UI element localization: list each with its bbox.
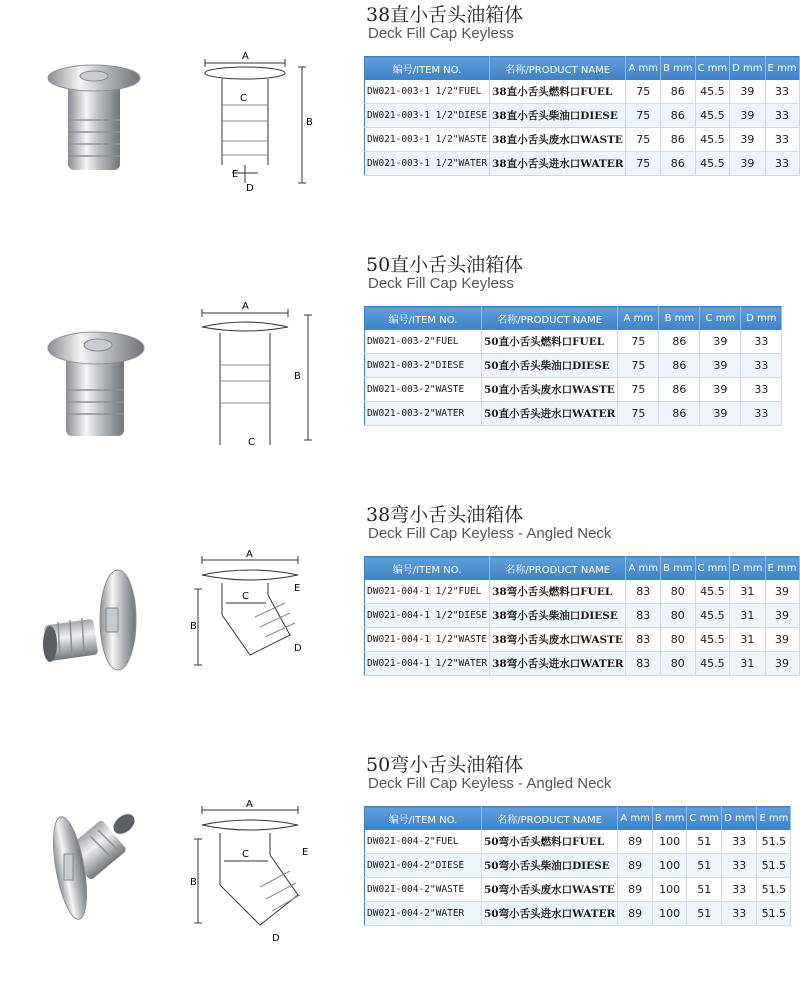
dim-label: A — [246, 799, 253, 810]
dim-a: 83 — [626, 652, 661, 676]
item-no: DW021-003-1 1/2"WATER — [365, 152, 490, 176]
table-row — [365, 604, 800, 628]
col-header: C mm — [695, 557, 730, 581]
section-title-en: Deck Fill Cap Keyless - Angled Neck — [368, 775, 612, 792]
table-row — [365, 652, 800, 676]
col-header: A mm — [618, 807, 653, 831]
dim-a: 75 — [626, 128, 661, 152]
dim-e: 33 — [765, 152, 799, 176]
dim-a: 89 — [618, 830, 653, 854]
dim-b: 86 — [660, 128, 695, 152]
item-no: DW021-004-1 1/2"DIESE — [365, 604, 490, 628]
dim-d: 33 — [741, 402, 782, 426]
dim-a: 89 — [618, 854, 653, 878]
col-header: 编号/ITEM NO. — [365, 807, 482, 831]
dim-label: C — [242, 591, 249, 602]
product-name: 38弯小舌头燃料口FUEL — [490, 580, 626, 604]
table-row — [365, 104, 800, 128]
product-name: 50直小舌头柴油口DIESE — [482, 354, 618, 378]
product-name: 50弯小舌头燃料口FUEL — [482, 830, 618, 854]
dim-label: B — [306, 117, 313, 128]
table-row — [365, 902, 791, 926]
dim-e: 33 — [765, 104, 799, 128]
section-title-en: Deck Fill Cap Keyless - Angled Neck — [368, 525, 612, 542]
dim-c: 39 — [700, 378, 741, 402]
col-header: A mm — [618, 307, 659, 331]
dim-a: 75 — [618, 402, 659, 426]
product-name: 50直小舌头废水口WASTE — [482, 378, 618, 402]
dim-b: 86 — [660, 80, 695, 104]
product-name: 38弯小舌头柴油口DIESE — [490, 604, 626, 628]
product-name: 38直小舌头进水口WATER — [490, 152, 626, 176]
dim-c: 39 — [700, 330, 741, 354]
item-no: DW021-003-1 1/2"DIESE — [365, 104, 490, 128]
dim-a: 75 — [626, 104, 661, 128]
dim-d: 33 — [722, 878, 757, 902]
dim-e: 33 — [765, 80, 799, 104]
dim-e: 51.5 — [757, 854, 791, 878]
dim-c: 39 — [700, 354, 741, 378]
table-row — [365, 580, 800, 604]
dim-label: A — [242, 301, 249, 312]
technical-drawing — [190, 295, 330, 445]
table-row — [365, 354, 782, 378]
product-photo — [38, 290, 158, 450]
table-row — [365, 80, 800, 104]
dim-label: C — [240, 93, 247, 104]
dim-e: 51.5 — [757, 830, 791, 854]
dim-c: 51 — [687, 854, 722, 878]
product-photo — [38, 790, 158, 950]
dim-label: B — [190, 621, 197, 632]
dim-e: 39 — [765, 580, 799, 604]
dim-b: 80 — [660, 628, 695, 652]
col-header: B mm — [660, 57, 695, 81]
dim-d: 33 — [722, 854, 757, 878]
dim-b: 80 — [660, 652, 695, 676]
product-photo — [38, 540, 158, 700]
dim-c: 45.5 — [695, 628, 730, 652]
dim-label: E — [294, 583, 301, 594]
dim-a: 83 — [626, 604, 661, 628]
dim-d: 39 — [730, 152, 765, 176]
item-no: DW021-003-1 1/2"WASTE — [365, 128, 490, 152]
table-row — [365, 402, 782, 426]
col-header: B mm — [659, 307, 700, 331]
col-header: 名称/PRODUCT NAME — [482, 807, 618, 831]
dim-d: 31 — [730, 628, 765, 652]
dim-b: 86 — [659, 402, 700, 426]
dim-d: 31 — [730, 580, 765, 604]
item-no: DW021-004-2"FUEL — [365, 830, 482, 854]
col-header: D mm — [741, 307, 782, 331]
col-header: 编号/ITEM NO. — [365, 57, 490, 81]
dim-d: 33 — [741, 354, 782, 378]
dim-b: 100 — [652, 878, 687, 902]
dim-a: 83 — [626, 580, 661, 604]
dim-label: A — [246, 549, 253, 560]
item-no: DW021-004-2"DIESE — [365, 854, 482, 878]
spec-table — [364, 56, 800, 176]
dim-b: 86 — [659, 330, 700, 354]
table-header-row — [365, 57, 800, 81]
item-no: DW021-004-2"WASTE — [365, 878, 482, 902]
product-photo — [38, 40, 158, 200]
dim-a: 75 — [626, 80, 661, 104]
col-header: A mm — [626, 57, 661, 81]
col-header: C mm — [695, 57, 730, 81]
dim-label: D — [272, 933, 280, 944]
dim-c: 45.5 — [695, 652, 730, 676]
item-no: DW021-003-1 1/2"FUEL — [365, 80, 490, 104]
col-header: D mm — [730, 57, 765, 81]
dim-a: 75 — [626, 152, 661, 176]
item-no: DW021-003-2"WATER — [365, 402, 482, 426]
dim-c: 51 — [687, 902, 722, 926]
dim-c: 45.5 — [695, 104, 730, 128]
col-header: B mm — [652, 807, 687, 831]
table-row — [365, 330, 782, 354]
table-row — [365, 128, 800, 152]
col-header: E mm — [765, 557, 799, 581]
table-row — [365, 152, 800, 176]
dim-d: 33 — [741, 330, 782, 354]
spec-table — [364, 306, 782, 426]
dim-b: 100 — [652, 902, 687, 926]
dim-d: 39 — [730, 104, 765, 128]
dim-c: 45.5 — [695, 128, 730, 152]
product-section-50-angled — [0, 750, 800, 985]
product-section-38-straight — [0, 0, 800, 235]
col-header: D mm — [730, 557, 765, 581]
dim-a: 83 — [626, 628, 661, 652]
technical-drawing — [190, 795, 330, 945]
dim-label: C — [242, 849, 249, 860]
dim-d: 39 — [730, 128, 765, 152]
item-no: DW021-003-2"FUEL — [365, 330, 482, 354]
table-header-row — [365, 307, 782, 331]
col-header: E mm — [765, 57, 799, 81]
dim-d: 31 — [730, 604, 765, 628]
dim-e: 51.5 — [757, 902, 791, 926]
dim-e: 39 — [765, 604, 799, 628]
dim-b: 80 — [660, 580, 695, 604]
product-name: 50弯小舌头废水口WASTE — [482, 878, 618, 902]
section-title-cn: 50弯小舌头油箱体 — [366, 754, 524, 776]
dim-e: 39 — [765, 652, 799, 676]
dim-a: 89 — [618, 902, 653, 926]
product-name: 50弯小舌头进水口WATER — [482, 902, 618, 926]
section-title-cn: 38直小舌头油箱体 — [366, 4, 524, 26]
item-no: DW021-003-2"DIESE — [365, 354, 482, 378]
table-header-row — [365, 557, 800, 581]
dim-e: 51.5 — [757, 878, 791, 902]
dim-label: B — [294, 371, 301, 382]
spec-table — [364, 806, 791, 926]
dim-b: 86 — [660, 104, 695, 128]
dim-d: 33 — [722, 830, 757, 854]
product-name: 38弯小舌头废水口WASTE — [490, 628, 626, 652]
dim-d: 33 — [722, 902, 757, 926]
dim-c: 45.5 — [695, 604, 730, 628]
table-row — [365, 854, 791, 878]
dim-c: 51 — [687, 830, 722, 854]
dim-b: 100 — [652, 830, 687, 854]
product-name: 50直小舌头燃料口FUEL — [482, 330, 618, 354]
dim-d: 33 — [741, 378, 782, 402]
dim-label: C — [248, 437, 255, 445]
dim-a: 75 — [618, 354, 659, 378]
spec-table — [364, 556, 800, 676]
dim-a: 89 — [618, 878, 653, 902]
col-header: 编号/ITEM NO. — [365, 557, 490, 581]
technical-drawing — [190, 545, 330, 695]
section-title-en: Deck Fill Cap Keyless — [368, 25, 514, 42]
product-name: 38直小舌头柴油口DIESE — [490, 104, 626, 128]
item-no: DW021-003-2"WASTE — [365, 378, 482, 402]
col-header: B mm — [660, 557, 695, 581]
dim-a: 75 — [618, 330, 659, 354]
item-no: DW021-004-1 1/2"WASTE — [365, 628, 490, 652]
col-header: C mm — [687, 807, 722, 831]
dim-e: 33 — [765, 128, 799, 152]
product-section-50-straight — [0, 250, 800, 485]
col-header: 名称/PRODUCT NAME — [490, 557, 626, 581]
dim-label: B — [190, 877, 197, 888]
product-name: 38弯小舌头进水口WATER — [490, 652, 626, 676]
product-name: 50弯小舌头柴油口DIESE — [482, 854, 618, 878]
dim-b: 86 — [659, 354, 700, 378]
technical-drawing — [190, 45, 330, 195]
dim-e: 39 — [765, 628, 799, 652]
product-name: 38直小舌头燃料口FUEL — [490, 80, 626, 104]
col-header: A mm — [626, 557, 661, 581]
product-name: 38直小舌头废水口WASTE — [490, 128, 626, 152]
table-row — [365, 830, 791, 854]
dim-c: 39 — [700, 402, 741, 426]
dim-c: 45.5 — [695, 152, 730, 176]
dim-b: 100 — [652, 854, 687, 878]
section-title-cn: 50直小舌头油箱体 — [366, 254, 524, 276]
product-section-38-angled — [0, 500, 800, 735]
dim-d: 31 — [730, 652, 765, 676]
dim-a: 75 — [618, 378, 659, 402]
dim-b: 80 — [660, 604, 695, 628]
dim-c: 51 — [687, 878, 722, 902]
dim-label: D — [246, 183, 254, 194]
section-title-cn: 38弯小舌头油箱体 — [366, 504, 524, 526]
dim-b: 86 — [659, 378, 700, 402]
table-row — [365, 378, 782, 402]
dim-b: 86 — [660, 152, 695, 176]
col-header: 编号/ITEM NO. — [365, 307, 482, 331]
dim-label: D — [294, 643, 302, 654]
dim-d: 39 — [730, 80, 765, 104]
table-row — [365, 628, 800, 652]
dim-c: 45.5 — [695, 580, 730, 604]
table-header-row — [365, 807, 791, 831]
col-header: D mm — [722, 807, 757, 831]
dim-c: 45.5 — [695, 80, 730, 104]
product-name: 50直小舌头进水口WATER — [482, 402, 618, 426]
col-header: 名称/PRODUCT NAME — [482, 307, 618, 331]
dim-label: E — [232, 169, 239, 180]
section-title-en: Deck Fill Cap Keyless — [368, 275, 514, 292]
item-no: DW021-004-1 1/2"FUEL — [365, 580, 490, 604]
item-no: DW021-004-1 1/2"WATER — [365, 652, 490, 676]
col-header: E mm — [757, 807, 791, 831]
col-header: C mm — [700, 307, 741, 331]
col-header: 名称/PRODUCT NAME — [490, 57, 626, 81]
dim-label: E — [302, 847, 309, 858]
dim-label: A — [242, 51, 249, 62]
item-no: DW021-004-2"WATER — [365, 902, 482, 926]
table-row — [365, 878, 791, 902]
